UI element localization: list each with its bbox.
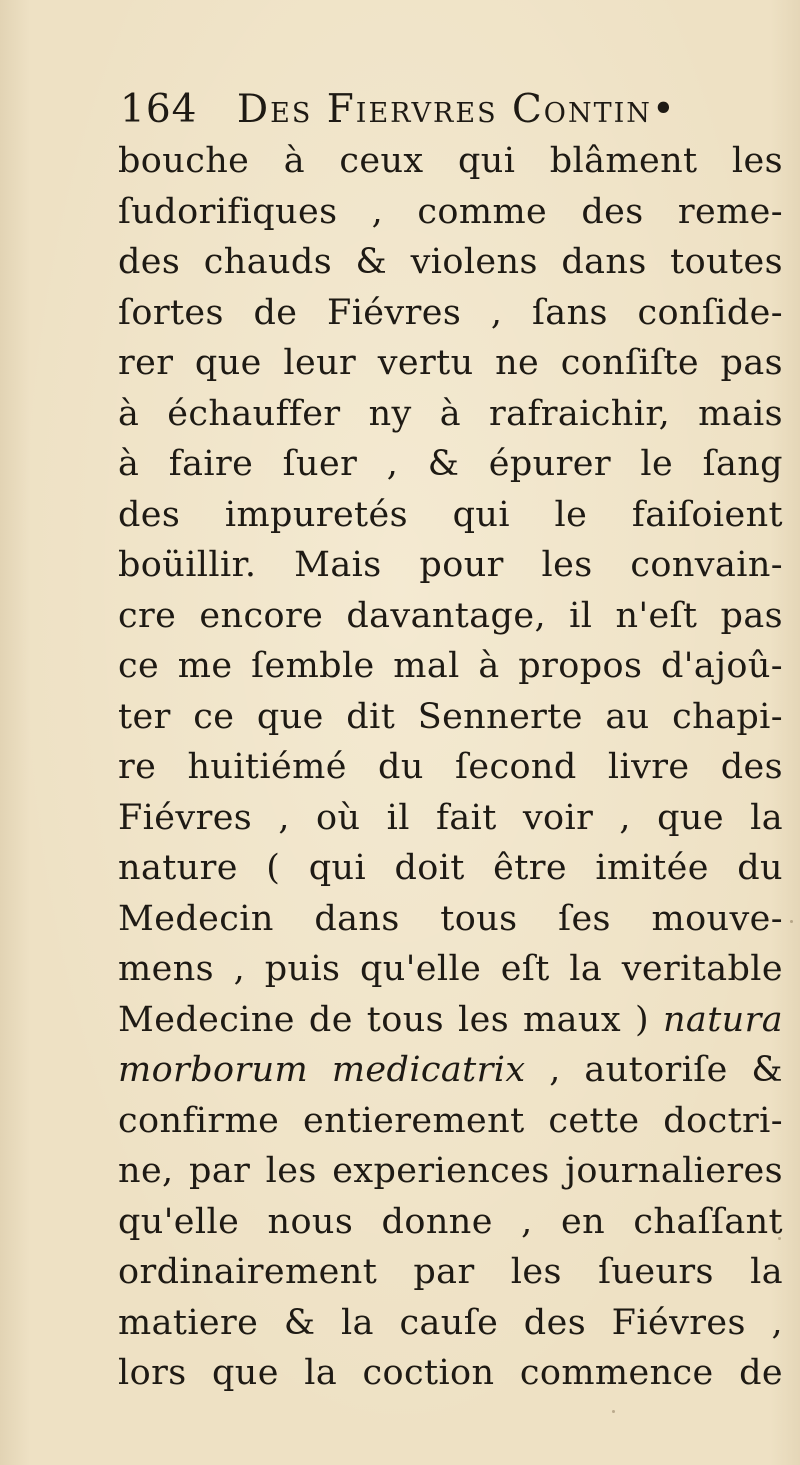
text-line: rer que leur vertu ne conſiſte pas	[118, 343, 783, 383]
text-line: re huitiémé du ſecond livre des	[118, 747, 783, 787]
text-line: nature ( qui doit être imitée du	[118, 848, 783, 888]
text-line: lors que la coction commence de	[118, 1353, 783, 1393]
text-line: cre encore davantage, il n'eſt pas	[118, 595, 783, 636]
text-line: ce me ſemble mal à propos d'ajoû-	[118, 646, 783, 686]
page-header	[120, 80, 780, 140]
text-line: boüillir. Mais pour les convain-	[118, 545, 783, 585]
text-line: ne, par les experiences journalieres	[118, 1151, 783, 1191]
paper-speck	[210, 312, 213, 315]
text-line: Medecin dans tous ſes mouve-	[118, 898, 783, 939]
paper-speck	[790, 920, 793, 923]
text-line: qu'elle nous donne , en chaſſant	[118, 1201, 783, 1242]
text-line: à échauffer ny à rafraichir, mais	[118, 393, 783, 434]
text-line: à faire ſuer , & épurer le ſang	[118, 444, 783, 484]
text-line: Fiévres , où il fait voir , que la	[118, 797, 783, 838]
text-line-mixed	[118, 1045, 783, 1096]
text-line-mixed	[118, 995, 783, 1046]
text-line: ſortes de Fiévres , ſans conſide-	[118, 292, 783, 333]
text-segment: Medecine de tous les maux )	[118, 999, 663, 1040]
page-number: 164	[120, 87, 198, 132]
latin-italic-phrase: morborum medicatrix	[118, 1050, 526, 1090]
latin-italic-phrase: natura	[662, 999, 783, 1040]
text-line: ter ce que dit Sennerte au chapi-	[118, 696, 783, 737]
body-text	[118, 136, 783, 1399]
text-line: ſudorifiques , comme des reme-	[118, 191, 783, 232]
paper-speck	[612, 1410, 615, 1413]
running-title: Des Fiervres Contin•	[236, 87, 677, 132]
text-line: matiere & la cauſe des Fiévres ,	[118, 1302, 783, 1343]
text-line: confirme entierement cette doctri-	[118, 1100, 783, 1141]
paper-speck	[778, 1237, 781, 1240]
text-segment: , autoriſe &	[525, 1050, 783, 1090]
text-line: mens , puis qu'elle eſt la veritable	[118, 949, 783, 989]
text-line: bouche à ceux qui blâment les	[118, 141, 783, 181]
text-line: des chauds & violens dans toutes	[118, 242, 783, 282]
text-line: ordinairement par les ſueurs la	[118, 1252, 783, 1292]
text-line: des impuretés qui le faiſoient	[118, 494, 783, 535]
